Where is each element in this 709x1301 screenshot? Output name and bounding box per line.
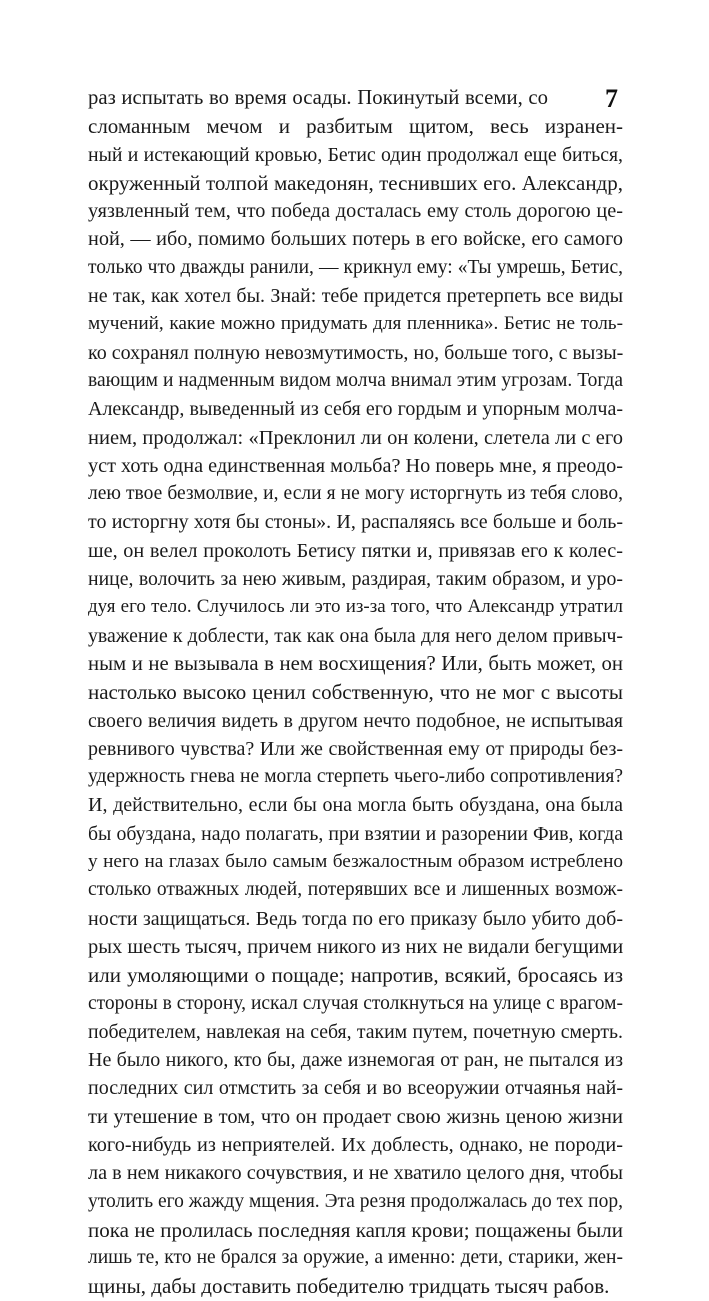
text-line: сломанным мечом и разбитым щитом, весь изранен- — [88, 114, 623, 139]
text-line: не так, как хотел бы. Знай: тебе придется претерпеть все виды — [88, 285, 623, 308]
text-line: уст хоть одна единственная мольба? Но поверь мне, я преодо- — [88, 454, 623, 477]
text-line: кого-нибудь из неприятелей. Их доблесть, однако, не породи- — [88, 1133, 623, 1156]
text-line: настолько высоко ценил собственную, что не мог с высоты — [88, 680, 623, 705]
text-line: лею твое безмолвие, и, если я не могу исторгнуть из тебя слово, — [88, 483, 623, 505]
text-line: Не было никого, кто бы, даже изнемогая от ран, не пытался из — [88, 1049, 623, 1072]
text-line: столько отважных людей, потерявших все и лишенных возмож- — [88, 879, 623, 901]
text-line: вающим и надменным видом молча внимал этим угрозам. Тогда — [88, 369, 623, 391]
text-line: или умоляющими о пощаде; напротив, всякий, бросаясь из — [88, 963, 623, 988]
text-line: окруженный толпой македонян, теснивших его. Александр, — [88, 170, 623, 195]
text-line: ко сохранял полную невозмутимость, но, больше того, с вызы- — [88, 341, 624, 364]
text-line: стороны в сторону, искал случая столкнуться на улице с врагом- — [88, 992, 623, 1014]
text-line: ти утешение в том, что он продает свою жизнь ценою жизни — [88, 1105, 623, 1128]
page-number: 7 — [605, 84, 618, 113]
text-line: утолить его жажду мщения. Эта резня продолжалась до тех пор, — [88, 1190, 623, 1212]
text-line: рых шесть тысяч, причем никого из них не видали бегущими — [88, 935, 624, 958]
text-line: ше, он велел проколоть Бетису пятки и, привязав его к колес- — [88, 539, 623, 562]
text-line: дуя его тело. Случилось ли это из-за того, что Александр утратил — [88, 596, 623, 618]
text-line: ным и не вызывала в нем восхищения? Или, быть может, он — [88, 652, 623, 675]
text-line: лишь те, кто не брался за оружие, а именно: дети, старики, жен- — [88, 1247, 623, 1269]
text-line: ности защищаться. Ведь тогда по его приказу было убито доб- — [88, 907, 623, 930]
text-line: последних сил отмстить за себя и во всеоружии отчаянья най- — [88, 1077, 623, 1100]
text-line: у него на глазах было самым безжалостным образом истреблено — [88, 851, 623, 873]
text-line: нием, продолжал: «Преклонил ли он колени, слетела ли с его — [88, 426, 623, 449]
text-line: пока не пролилась последняя капля крови; пощажены были — [88, 1217, 623, 1242]
text-line: то исторгну хотя бы стоны». И, распаляясь все больше и боль- — [88, 511, 623, 534]
body-text — [88, 84, 623, 1301]
text-line: мучений, какие можно придумать для пленника». Бетис не толь- — [88, 313, 623, 335]
text-line: ный и истекающий кровью, Бетис один продолжал еще биться, — [88, 143, 623, 166]
text-line: Александр, выведенный из себя его гордым и упорным молча- — [88, 398, 623, 421]
text-line: уязвленный тем, что победа досталась ему столь дорогою це- — [88, 200, 623, 223]
text-line: ревнивого чувства? Или же свойственная ему от природы без- — [88, 737, 623, 760]
text-line: только что дважды ранили, — крикнул ему: «Ты умрешь, Бетис, — [88, 256, 623, 278]
text-line: уважение к доблести, так как она была для него делом привыч- — [88, 624, 623, 647]
text-line: нице, волочить за нею живым, раздирая, таким образом, и уро- — [88, 568, 623, 591]
text-line: ла в нем никакого сочувствия, и не хватило целого дня, чтобы — [88, 1162, 623, 1185]
text-line: победителем, навлекая на себя, таким путем, почетную смерть. — [88, 1020, 623, 1043]
text-line: бы обуздана, надо полагать, при взятии и разорении Фив, когда — [88, 822, 623, 845]
text-line: раз испытать во время осады. Покинутый всеми, со — [88, 87, 548, 109]
text-line: щины, дабы доставить победителю тридцать тысяч рабов. — [88, 1274, 610, 1299]
text-line: своего величия видеть в другом нечто подобное, не испытывая — [88, 709, 623, 732]
text-line: ной, — ибо, помимо больших потерь в его войске, его самого — [88, 228, 623, 251]
text-line: удержность гнева не могла стерпеть чьего-либо сопротивления? — [88, 766, 623, 788]
text-line: И, действительно, если бы она могла быть обуздана, она была — [88, 794, 623, 817]
